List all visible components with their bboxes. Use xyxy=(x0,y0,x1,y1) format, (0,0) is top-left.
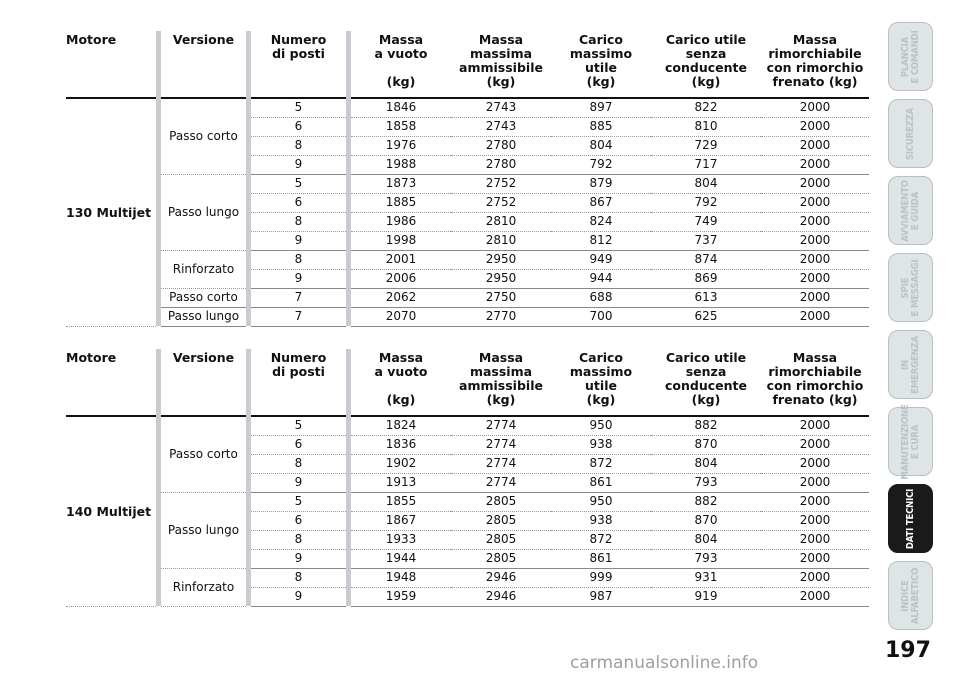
value-cell: 1988 xyxy=(351,155,451,174)
chapter-tab-label: AVVIAMENTO E GUIDA xyxy=(899,179,921,242)
chapter-tab[interactable] xyxy=(888,561,933,630)
header-rimorchio: Massa rimorchiabile con rimorchio frenato (kg) xyxy=(761,31,869,98)
value-cell: 1902 xyxy=(351,454,451,473)
value-cell: 2000 xyxy=(761,587,869,606)
table-row xyxy=(66,288,869,307)
value-cell: 2805 xyxy=(451,530,551,549)
value-cell: 1948 xyxy=(351,568,451,587)
value-cell: 2000 xyxy=(761,473,869,492)
value-cell: 822 xyxy=(651,98,761,117)
value-cell: 1885 xyxy=(351,193,451,212)
value-cell: 793 xyxy=(651,473,761,492)
table-row xyxy=(66,250,869,269)
value-cell: 1913 xyxy=(351,473,451,492)
value-cell: 938 xyxy=(551,435,651,454)
value-cell: 7 xyxy=(251,307,346,326)
value-cell: 2743 xyxy=(451,98,551,117)
value-cell: 5 xyxy=(251,492,346,511)
value-cell: 2805 xyxy=(451,511,551,530)
value-cell: 2780 xyxy=(451,136,551,155)
value-cell: 9 xyxy=(251,231,346,250)
value-cell: 919 xyxy=(651,587,761,606)
version-cell: Passo corto xyxy=(161,416,246,492)
value-cell: 688 xyxy=(551,288,651,307)
value-cell: 879 xyxy=(551,174,651,193)
header-posti: Numero di posti xyxy=(251,31,346,98)
value-cell: 861 xyxy=(551,549,651,568)
value-cell: 625 xyxy=(651,307,761,326)
version-cell: Rinforzato xyxy=(161,250,246,288)
engine-cell: 140 Multijet xyxy=(66,416,156,606)
value-cell: 1959 xyxy=(351,587,451,606)
value-cell: 2810 xyxy=(451,212,551,231)
value-cell: 1824 xyxy=(351,416,451,435)
value-cell: 6 xyxy=(251,511,346,530)
chapter-tab-label: SICUREZZA xyxy=(904,107,916,160)
value-cell: 729 xyxy=(651,136,761,155)
value-cell: 2780 xyxy=(451,155,551,174)
value-cell: 6 xyxy=(251,117,346,136)
value-cell: 2770 xyxy=(451,307,551,326)
version-cell: Passo corto xyxy=(161,288,246,307)
value-cell: 1867 xyxy=(351,511,451,530)
header-motore: Motore xyxy=(66,31,156,98)
value-cell: 2000 xyxy=(761,155,869,174)
value-cell: 869 xyxy=(651,269,761,288)
chapter-tab[interactable] xyxy=(888,484,933,553)
value-cell: 2752 xyxy=(451,193,551,212)
header-versione: Versione xyxy=(161,31,246,98)
value-cell: 874 xyxy=(651,250,761,269)
value-cell: 950 xyxy=(551,492,651,511)
value-cell: 2000 xyxy=(761,492,869,511)
mass-table-140-multijet xyxy=(66,349,869,607)
table-row xyxy=(66,307,869,326)
value-cell: 5 xyxy=(251,416,346,435)
table-row xyxy=(66,98,869,117)
chapter-tab[interactable] xyxy=(888,253,933,322)
value-cell: 2000 xyxy=(761,136,869,155)
value-cell: 1873 xyxy=(351,174,451,193)
header-row xyxy=(66,31,869,98)
value-cell: 1846 xyxy=(351,98,451,117)
value-cell: 2774 xyxy=(451,473,551,492)
value-cell: 870 xyxy=(651,511,761,530)
page-number: 197 xyxy=(885,638,931,663)
value-cell: 2001 xyxy=(351,250,451,269)
chapter-tab-label: PLANCIA E COMANDI xyxy=(899,29,921,84)
version-cell: Passo corto xyxy=(161,98,246,174)
value-cell: 2000 xyxy=(761,568,869,587)
value-cell: 872 xyxy=(551,454,651,473)
value-cell: 8 xyxy=(251,136,346,155)
chapter-tab[interactable] xyxy=(888,22,933,91)
value-cell: 5 xyxy=(251,174,346,193)
value-cell: 2000 xyxy=(761,269,869,288)
value-cell: 810 xyxy=(651,117,761,136)
value-cell: 804 xyxy=(651,174,761,193)
value-cell: 867 xyxy=(551,193,651,212)
value-cell: 882 xyxy=(651,492,761,511)
header-posti: Numero di posti xyxy=(251,349,346,416)
header-carico: Carico massimo utile (kg) xyxy=(551,31,651,98)
chapter-tabs xyxy=(888,22,960,638)
table-row xyxy=(66,416,869,435)
value-cell: 2000 xyxy=(761,212,869,231)
engine-cell: 130 Multijet xyxy=(66,98,156,326)
value-cell: 8 xyxy=(251,250,346,269)
header-vuoto: Massa a vuoto (kg) xyxy=(351,349,451,416)
value-cell: 804 xyxy=(651,530,761,549)
chapter-tab[interactable] xyxy=(888,403,933,480)
value-cell: 2006 xyxy=(351,269,451,288)
value-cell: 2000 xyxy=(761,231,869,250)
value-cell: 2810 xyxy=(451,231,551,250)
chapter-tab[interactable] xyxy=(888,330,933,399)
value-cell: 2000 xyxy=(761,530,869,549)
value-cell: 1976 xyxy=(351,136,451,155)
version-cell: Passo lungo xyxy=(161,492,246,568)
value-cell: 882 xyxy=(651,416,761,435)
value-cell: 8 xyxy=(251,530,346,549)
value-cell: 2946 xyxy=(451,587,551,606)
value-cell: 9 xyxy=(251,269,346,288)
value-cell: 737 xyxy=(651,231,761,250)
header-conducente: Carico utile senza conducente (kg) xyxy=(651,349,761,416)
value-cell: 2000 xyxy=(761,250,869,269)
value-cell: 9 xyxy=(251,549,346,568)
value-cell: 897 xyxy=(551,98,651,117)
header-vuoto: Massa a vuoto (kg) xyxy=(351,31,451,98)
chapter-tab-label: IN EMERGENZA xyxy=(899,335,921,394)
value-cell: 999 xyxy=(551,568,651,587)
value-cell: 613 xyxy=(651,288,761,307)
value-cell: 2950 xyxy=(451,250,551,269)
chapter-tab[interactable] xyxy=(888,99,933,168)
value-cell: 2805 xyxy=(451,492,551,511)
value-cell: 931 xyxy=(651,568,761,587)
chapter-tab-label: MANUTENZIONE E CURA xyxy=(899,403,921,480)
value-cell: 2946 xyxy=(451,568,551,587)
value-cell: 2750 xyxy=(451,288,551,307)
value-cell: 1836 xyxy=(351,435,451,454)
value-cell: 2000 xyxy=(761,435,869,454)
value-cell: 749 xyxy=(651,212,761,231)
header-conducente: Carico utile senza conducente (kg) xyxy=(651,31,761,98)
value-cell: 792 xyxy=(551,155,651,174)
chapter-tab[interactable] xyxy=(888,176,933,245)
value-cell: 861 xyxy=(551,473,651,492)
value-cell: 1986 xyxy=(351,212,451,231)
value-cell: 804 xyxy=(651,454,761,473)
value-cell: 5 xyxy=(251,98,346,117)
value-cell: 1855 xyxy=(351,492,451,511)
value-cell: 1933 xyxy=(351,530,451,549)
header-ammissibile: Massa massima ammissibile (kg) xyxy=(451,31,551,98)
value-cell: 944 xyxy=(551,269,651,288)
value-cell: 717 xyxy=(651,155,761,174)
header-rimorchio: Massa rimorchiabile con rimorchio frenato (kg) xyxy=(761,349,869,416)
value-cell: 9 xyxy=(251,155,346,174)
value-cell: 2752 xyxy=(451,174,551,193)
value-cell: 8 xyxy=(251,568,346,587)
value-cell: 804 xyxy=(551,136,651,155)
value-cell: 2000 xyxy=(761,549,869,568)
value-cell: 2000 xyxy=(761,307,869,326)
header-carico: Carico massimo utile (kg) xyxy=(551,349,651,416)
value-cell: 950 xyxy=(551,416,651,435)
table-row xyxy=(66,492,869,511)
value-cell: 9 xyxy=(251,473,346,492)
value-cell: 824 xyxy=(551,212,651,231)
chapter-tab-label: SPIE E MESSAGGI xyxy=(899,259,921,316)
value-cell: 2000 xyxy=(761,193,869,212)
chapter-tab-label: INDICE ALFABETICO xyxy=(899,567,921,624)
value-cell: 792 xyxy=(651,193,761,212)
value-cell: 7 xyxy=(251,288,346,307)
value-cell: 2000 xyxy=(761,454,869,473)
header-ammissibile: Massa massima ammissibile (kg) xyxy=(451,349,551,416)
value-cell: 2000 xyxy=(761,416,869,435)
value-cell: 8 xyxy=(251,212,346,231)
value-cell: 2805 xyxy=(451,549,551,568)
value-cell: 2774 xyxy=(451,416,551,435)
value-cell: 1998 xyxy=(351,231,451,250)
table-row xyxy=(66,174,869,193)
header-versione: Versione xyxy=(161,349,246,416)
value-cell: 9 xyxy=(251,587,346,606)
value-cell: 6 xyxy=(251,435,346,454)
value-cell: 870 xyxy=(651,435,761,454)
value-cell: 812 xyxy=(551,231,651,250)
value-cell: 2774 xyxy=(451,454,551,473)
mass-table-130-multijet xyxy=(66,31,869,327)
version-cell: Passo lungo xyxy=(161,307,246,326)
value-cell: 872 xyxy=(551,530,651,549)
version-cell: Passo lungo xyxy=(161,174,246,250)
value-cell: 2743 xyxy=(451,117,551,136)
table-row xyxy=(66,568,869,587)
value-cell: 700 xyxy=(551,307,651,326)
value-cell: 6 xyxy=(251,193,346,212)
value-cell: 2774 xyxy=(451,435,551,454)
value-cell: 2070 xyxy=(351,307,451,326)
value-cell: 987 xyxy=(551,587,651,606)
chapter-tab-label: DATI TECNICI xyxy=(904,488,916,549)
version-cell: Rinforzato xyxy=(161,568,246,606)
value-cell: 949 xyxy=(551,250,651,269)
header-row xyxy=(66,349,869,416)
header-motore: Motore xyxy=(66,349,156,416)
value-cell: 2000 xyxy=(761,98,869,117)
value-cell: 2062 xyxy=(351,288,451,307)
value-cell: 885 xyxy=(551,117,651,136)
value-cell: 938 xyxy=(551,511,651,530)
value-cell: 1858 xyxy=(351,117,451,136)
value-cell: 2950 xyxy=(451,269,551,288)
value-cell: 2000 xyxy=(761,174,869,193)
value-cell: 2000 xyxy=(761,288,869,307)
value-cell: 2000 xyxy=(761,511,869,530)
value-cell: 793 xyxy=(651,549,761,568)
watermark: carmanualsonline.info xyxy=(570,653,759,673)
value-cell: 8 xyxy=(251,454,346,473)
value-cell: 1944 xyxy=(351,549,451,568)
value-cell: 2000 xyxy=(761,117,869,136)
